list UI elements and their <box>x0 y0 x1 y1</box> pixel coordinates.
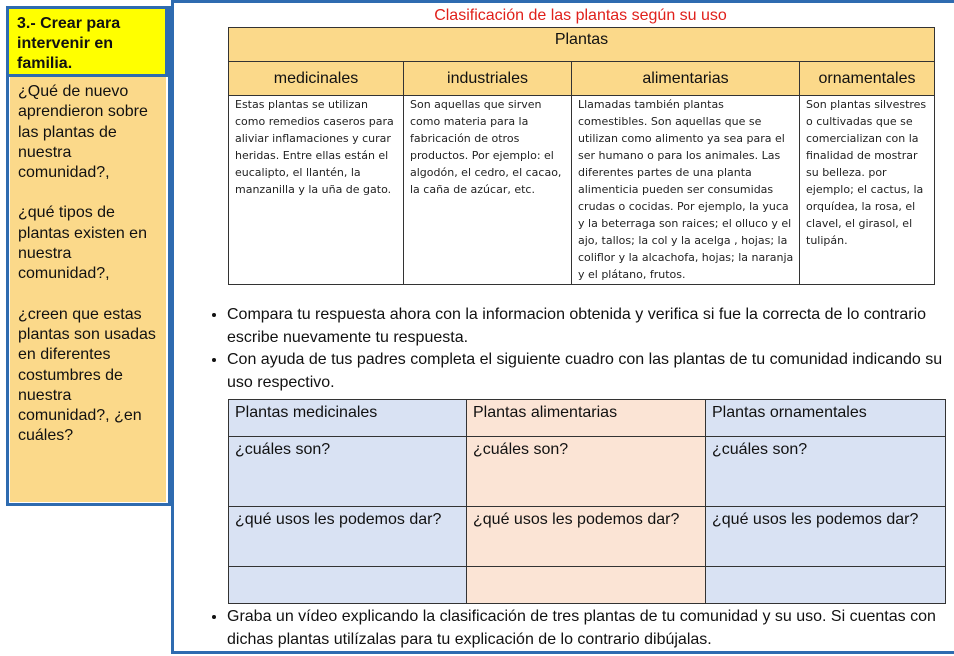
fill-header-medicinales: Plantas medicinales <box>229 400 467 437</box>
instruction-1: • Compara tu respuesta ahora con la informacion obtenida y verifica si fue la correcta de lo contrario escribe nuevamente tu respuesta. <box>227 304 954 349</box>
final-instruction-list <box>200 606 954 651</box>
desc-medicinales: Estas plantas se utilizan como remedios caseros para aliviar inflamaciones y curar heridas. Entre ellas están el eucalipto, el llantén, la manzanilla y la uña de gato. <box>229 96 404 285</box>
question-1: ¿Qué de nuevo aprendieron sobre las plantas de nuestra comunidad?, <box>18 83 148 182</box>
instructions-list <box>200 304 954 394</box>
fill-cell-cuales-alimentarias[interactable]: ¿cuáles son? <box>467 437 706 507</box>
question-2: ¿qué tipos de plantas existen en nuestra comunidad?, <box>18 204 147 283</box>
table-title: Plantas <box>229 28 935 62</box>
fill-cell-empty-3[interactable] <box>706 567 946 604</box>
question-3: ¿creen que estas plantas son usadas en diferentes costumbres de nuestra comunidad?, ¿en cuáles? <box>18 305 156 445</box>
sidebar-questions <box>10 65 166 502</box>
fill-cell-cuales-medicinales[interactable]: ¿cuáles son? <box>229 437 467 507</box>
section-title: 3.- Crear para intervenir en familia. <box>6 6 168 77</box>
fill-cell-empty-2[interactable] <box>467 567 706 604</box>
desc-ornamentales: Son plantas silvestres o cultivadas que se comercializan con la finalidad de mostrar su belleza. por ejemplo; el cactus, la orquídea, la rosa, el clavel, el girasol, el tulipán. <box>800 96 935 285</box>
fill-cell-usos-medicinales[interactable]: ¿qué usos les podemos dar? <box>229 507 467 567</box>
fill-header-alimentarias: Plantas alimentarias <box>467 400 706 437</box>
fill-cell-usos-alimentarias[interactable]: ¿qué usos les podemos dar? <box>467 507 706 567</box>
fill-cell-empty-1[interactable] <box>229 567 467 604</box>
fill-cell-cuales-ornamentales[interactable]: ¿cuáles son? <box>706 437 946 507</box>
fill-in-table <box>228 399 946 604</box>
desc-industriales: Son aquellas que sirven como materia para la fabricación de otros productos. Por ejemplo: el algodón, el cedro, el cacao, la caña de azúcar, etc. <box>404 96 572 285</box>
classification-table <box>228 27 935 285</box>
fill-cell-usos-ornamentales[interactable]: ¿qué usos les podemos dar? <box>706 507 946 567</box>
col-header-ornamentales: ornamentales <box>800 62 935 96</box>
fill-header-ornamentales: Plantas ornamentales <box>706 400 946 437</box>
col-header-industriales: industriales <box>404 62 572 96</box>
desc-alimentarias: Llamadas también plantas comestibles. Son aquellas que se utilizan como alimento ya sea para el ser humano o para los animales. Las diferentes partes de una planta alimenticia pueden ser consumidas crudas o cocidas. Por ejemplo, la yuca y la beterraga son raices; el olluco y el ajo, tallos; la col y la acelga , hojas; la coliflor y la alcachofa, hojas; la naranja y el plátano, frutos. <box>572 96 800 285</box>
instruction-2: • Con ayuda de tus padres completa el siguiente cuadro con las plantas de tu comunidad indicando su uso respectivo. <box>227 349 954 394</box>
col-header-alimentarias: alimentarias <box>572 62 800 96</box>
final-instruction: • Graba un vídeo explicando la clasificación de tres plantas de tu comunidad y su uso. Si cuentas con dichas plantas utilízalas para tu explicación de lo contrario dibújalas. <box>227 606 954 651</box>
document-title: Clasificación de las plantas según su uso <box>434 7 727 24</box>
col-header-medicinales: medicinales <box>229 62 404 96</box>
